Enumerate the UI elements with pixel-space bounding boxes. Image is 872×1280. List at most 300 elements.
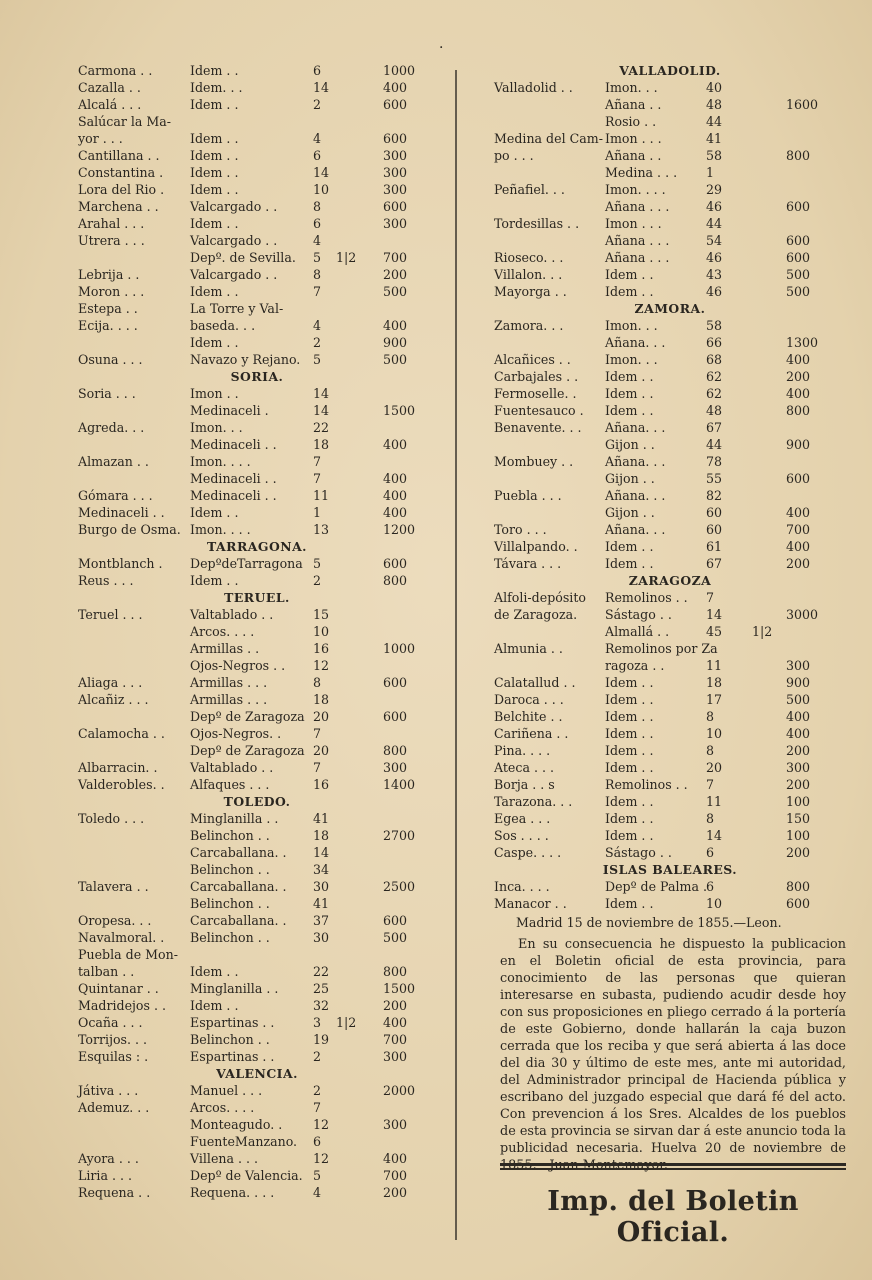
- leagues: 7: [313, 1100, 322, 1115]
- leagues: 1: [313, 505, 322, 520]
- section-heading-text: ISLAS BALEARES.: [602, 862, 738, 877]
- town-name: Osuna . . .: [78, 352, 143, 367]
- fraction: 1|2: [752, 624, 773, 639]
- table-row: [78, 300, 436, 317]
- leagues: 41: [313, 811, 330, 826]
- leagues: 7: [706, 777, 715, 792]
- quantity: 600: [786, 250, 811, 265]
- table-row: [78, 385, 436, 402]
- quantity: 900: [383, 335, 408, 350]
- depot-name: Depº de Palma .: [605, 879, 707, 894]
- depot-name: Idem . .: [605, 811, 654, 826]
- town-name: Marchena . .: [78, 199, 159, 214]
- town-name: Agreda. . .: [78, 420, 145, 435]
- leagues: 8: [313, 199, 322, 214]
- right-column: [494, 62, 846, 931]
- table-row: [494, 266, 846, 283]
- leagues: 2: [313, 1049, 322, 1064]
- town-name: Cantillana . .: [78, 148, 160, 163]
- quantity: 500: [383, 284, 408, 299]
- leagues: 8: [706, 811, 715, 826]
- table-row: [494, 334, 846, 351]
- depot-name: Depº de Zaragoza: [190, 709, 305, 724]
- town-name: Cazalla . .: [78, 80, 141, 95]
- depot-name: Valtablado . .: [190, 607, 274, 622]
- leagues: 10: [706, 726, 723, 741]
- leagues: 6: [313, 148, 322, 163]
- leagues: 4: [313, 1185, 322, 1200]
- table-row: [78, 130, 436, 147]
- table-row: [494, 181, 846, 198]
- depot-name: Belinchon . .: [190, 828, 270, 843]
- fraction: 1|2: [336, 1015, 357, 1030]
- quantity: 700: [383, 1032, 408, 1047]
- depot-name: Minglanilla . .: [190, 981, 279, 996]
- depot-name: Ojos-Negros. .: [190, 726, 282, 741]
- table-row: [78, 436, 436, 453]
- table-row: [494, 606, 846, 623]
- depot-name: Depº de Zaragoza: [190, 743, 305, 758]
- depot-name: Idem . .: [605, 743, 654, 758]
- table-row: [494, 113, 846, 130]
- leagues: 43: [706, 267, 723, 282]
- leagues: 2: [313, 1083, 322, 1098]
- depot-name: Requena. . . .: [190, 1185, 275, 1200]
- depot-name: Navazo y Rejano.: [190, 352, 301, 367]
- town-name: Belchite . .: [494, 709, 563, 724]
- depot-name: Idem . .: [605, 556, 654, 571]
- leagues: 2: [313, 97, 322, 112]
- depot-name: Idem . .: [605, 828, 654, 843]
- depot-name: Idem . .: [190, 998, 239, 1013]
- table-row: [78, 691, 436, 708]
- table-row: [78, 623, 436, 640]
- town-name: Arahal . . .: [78, 216, 145, 231]
- table-row: [78, 164, 436, 181]
- section-heading: [494, 572, 846, 589]
- town-name: Játiva . . .: [78, 1083, 139, 1098]
- table-row: [78, 810, 436, 827]
- depot-name: Espartinas . .: [190, 1015, 275, 1030]
- town-name: Moron . . .: [78, 284, 145, 299]
- depot-name: Belinchon . .: [190, 1032, 270, 1047]
- depot-name: Idem . .: [190, 216, 239, 231]
- town-name: Zamora. . .: [494, 318, 564, 333]
- leagues: 15: [313, 607, 330, 622]
- town-name: Ocaña . . .: [78, 1015, 143, 1030]
- town-name: Pina. . . .: [494, 743, 551, 758]
- quantity: 300: [786, 760, 811, 775]
- leagues: 44: [706, 216, 723, 231]
- quantity: 300: [786, 658, 811, 673]
- leagues: 22: [313, 964, 330, 979]
- quantity: 600: [383, 709, 408, 724]
- depot-name: Idem . .: [605, 403, 654, 418]
- town-name: Alcalá . . .: [78, 97, 142, 112]
- leagues: 18: [313, 692, 330, 707]
- quantity: 200: [786, 369, 811, 384]
- table-row: [494, 130, 846, 147]
- quantity: 400: [383, 1015, 408, 1030]
- leagues: 48: [706, 403, 723, 418]
- leagues: 4: [313, 233, 322, 248]
- town-name: Mombuey . .: [494, 454, 574, 469]
- quantity: 1300: [786, 335, 819, 350]
- depot-name: Idem . .: [605, 709, 654, 724]
- depot-name: Idem . .: [190, 505, 239, 520]
- quantity: 200: [383, 998, 408, 1013]
- depot-name: Carcaballana. .: [190, 879, 287, 894]
- town-name: Torrijos. . .: [78, 1032, 148, 1047]
- table-row: [494, 385, 846, 402]
- town-name: Ateca . . .: [494, 760, 554, 775]
- announcement-block: [500, 936, 846, 1174]
- depot-name: Valcargado . .: [190, 199, 278, 214]
- quantity: 2500: [383, 879, 416, 894]
- table-row: [78, 470, 436, 487]
- leagues: 78: [706, 454, 723, 469]
- depot-name: Armillas . . .: [190, 692, 268, 707]
- town-name: Calamocha . .: [78, 726, 165, 741]
- leagues: 54: [706, 233, 723, 248]
- depot-name: Gijon . .: [605, 437, 655, 452]
- leagues: 13: [313, 522, 330, 537]
- section-heading: [78, 589, 436, 606]
- table-row: [78, 1014, 436, 1031]
- section-heading: [78, 793, 436, 810]
- depot-name: Añana . . .: [605, 250, 670, 265]
- quantity: 200: [383, 267, 408, 282]
- leagues: 66: [706, 335, 723, 350]
- depot-name: Añana. . .: [605, 335, 666, 350]
- table-row: [78, 198, 436, 215]
- town-name: Villalpando. .: [494, 539, 578, 554]
- quantity: 900: [786, 675, 811, 690]
- table-row: [78, 963, 436, 980]
- leagues: 40: [706, 80, 723, 95]
- town-name: Oropesa. . .: [78, 913, 152, 928]
- quantity: 300: [383, 165, 408, 180]
- table-row: [494, 810, 846, 827]
- table-row: [78, 521, 436, 538]
- quantity: 800: [383, 743, 408, 758]
- signature-text: Madrid 15 de noviembre de 1855.—Leon.: [516, 915, 782, 930]
- table-row: [78, 572, 436, 589]
- section-heading-text: TERUEL.: [224, 590, 290, 605]
- depot-name: Imon . .: [190, 386, 239, 401]
- section-heading-text: TARRAGONA.: [207, 539, 307, 554]
- leagues: 10: [313, 182, 330, 197]
- depot-name: Imon. . .: [190, 420, 243, 435]
- depot-name: Idem . .: [605, 760, 654, 775]
- quantity: 400: [383, 318, 408, 333]
- table-row: [78, 1082, 436, 1099]
- quantity: 2700: [383, 828, 416, 843]
- town-name: Carbajales . .: [494, 369, 579, 384]
- table-row: [78, 742, 436, 759]
- depot-name: Medinaceli .: [190, 403, 269, 418]
- table-row: [494, 674, 846, 691]
- depot-name: Belinchon . .: [190, 930, 270, 945]
- leagues: 55: [706, 471, 723, 486]
- table-row: [494, 708, 846, 725]
- town-name: Utrera . . .: [78, 233, 145, 248]
- quantity: 800: [383, 964, 408, 979]
- leagues: 8: [706, 743, 715, 758]
- depot-name: Añana. . .: [605, 420, 666, 435]
- leagues: 8: [313, 267, 322, 282]
- table-row: [78, 708, 436, 725]
- depot-name: Idem . .: [605, 896, 654, 911]
- leagues: 58: [706, 148, 723, 163]
- town-name: Benavente. . .: [494, 420, 582, 435]
- leagues: 41: [313, 896, 330, 911]
- depot-name: Idem . .: [190, 63, 239, 78]
- depot-name: Imon. . . .: [190, 454, 251, 469]
- table-row: [494, 402, 846, 419]
- town-name: Salúcar la Ma-: [78, 114, 172, 129]
- table-row: [78, 912, 436, 929]
- leagues: 30: [313, 930, 330, 945]
- depot-name: Belinchon . .: [190, 862, 270, 877]
- quantity: 600: [786, 896, 811, 911]
- depot-name: Idem . .: [605, 794, 654, 809]
- quantity: 300: [383, 148, 408, 163]
- town-name: Valderobles. .: [78, 777, 165, 792]
- quantity: 1600: [786, 97, 819, 112]
- town-name: Egea . . .: [494, 811, 551, 826]
- depot-name: baseda. . .: [190, 318, 256, 333]
- table-row: [78, 147, 436, 164]
- table-row: [494, 504, 846, 521]
- table-row: [78, 895, 436, 912]
- depot-name: ragoza . .: [605, 658, 665, 673]
- section-heading: [494, 300, 846, 317]
- table-row: [78, 844, 436, 861]
- town-name: Navalmoral. .: [78, 930, 165, 945]
- leagues: 19: [313, 1032, 330, 1047]
- depot-name: Medinaceli . .: [190, 471, 277, 486]
- depot-name: Idem . .: [190, 148, 239, 163]
- table-row: [494, 623, 846, 640]
- depot-name: Idem . .: [605, 539, 654, 554]
- quantity: 500: [786, 267, 811, 282]
- town-name: Borja . . s: [494, 777, 555, 792]
- quantity: 400: [383, 1151, 408, 1166]
- depot-name: Idem . .: [190, 97, 239, 112]
- leagues: 46: [706, 284, 723, 299]
- leagues: 20: [313, 709, 330, 724]
- leagues: 30: [313, 879, 330, 894]
- depot-name: Belinchon . .: [190, 896, 270, 911]
- table-row: [78, 96, 436, 113]
- quantity: 500: [383, 352, 408, 367]
- town-name: Toledo . . .: [78, 811, 145, 826]
- leagues: 68: [706, 352, 723, 367]
- town-name: Távara . . .: [494, 556, 562, 571]
- town-name: Madridejos . .: [78, 998, 166, 1013]
- leagues: 61: [706, 539, 723, 554]
- leagues: 67: [706, 420, 723, 435]
- table-row: [78, 776, 436, 793]
- table-row: [78, 453, 436, 470]
- table-row: [494, 79, 846, 96]
- section-heading-text: ZAMORA.: [634, 301, 706, 316]
- section-heading-text: VALLADOLID.: [619, 63, 721, 78]
- quantity: 1500: [383, 403, 416, 418]
- town-name: Requena . .: [78, 1185, 151, 1200]
- depot-name: Villena . . .: [190, 1151, 259, 1166]
- leagues: 34: [313, 862, 330, 877]
- double-rule: [500, 1163, 846, 1172]
- leagues: 2: [313, 335, 322, 350]
- town-name: Reus . . .: [78, 573, 134, 588]
- depot-name: Carcaballana. .: [190, 913, 287, 928]
- table-row: [494, 776, 846, 793]
- town-name: Villalon. . .: [494, 267, 563, 282]
- leagues: 46: [706, 250, 723, 265]
- town-name: Valladolid . .: [494, 80, 573, 95]
- leagues: 14: [313, 845, 330, 860]
- section-heading-text: VALENCIA.: [216, 1066, 298, 1081]
- depot-name: Gijon . .: [605, 505, 655, 520]
- table-row: [78, 1133, 436, 1150]
- leagues: 14: [313, 403, 330, 418]
- section-heading: [78, 368, 436, 385]
- section-heading-text: TOLEDO.: [223, 794, 291, 809]
- quantity: 600: [383, 556, 408, 571]
- quantity: 800: [786, 879, 811, 894]
- table-row: [78, 402, 436, 419]
- town-name: Almazan . .: [78, 454, 149, 469]
- quantity: 200: [786, 743, 811, 758]
- table-row: [78, 606, 436, 623]
- leagues: 46: [706, 199, 723, 214]
- quantity: 500: [786, 284, 811, 299]
- town-name: Gómara . . .: [78, 488, 153, 503]
- leagues: 20: [706, 760, 723, 775]
- table-row: [494, 232, 846, 249]
- depot-name: Remolinos . .: [605, 777, 688, 792]
- quantity: 400: [786, 539, 811, 554]
- quantity: 800: [786, 403, 811, 418]
- town-name: Daroca . . .: [494, 692, 564, 707]
- table-row: [78, 1116, 436, 1133]
- depot-name: DepºdeTarragona: [190, 556, 303, 571]
- depot-name: Imon . . .: [605, 216, 662, 231]
- table-row: [494, 640, 846, 657]
- table-row: [494, 436, 846, 453]
- table-row: [494, 368, 846, 385]
- imprint-footer: Imp. del Boletin Oficial.: [547, 1186, 799, 1248]
- quantity: 400: [383, 505, 408, 520]
- quantity: 600: [786, 233, 811, 248]
- town-name: Medina del Cam-: [494, 131, 603, 146]
- table-row: [78, 113, 436, 130]
- town-name: Cariñena . .: [494, 726, 569, 741]
- town-name: Alfoli-depósito: [494, 590, 586, 605]
- depot-name: Idem . .: [190, 335, 239, 350]
- leagues: 62: [706, 386, 723, 401]
- table-row: [494, 487, 846, 504]
- section-heading-text: SORIA.: [230, 369, 284, 384]
- quantity: 600: [383, 199, 408, 214]
- town-name: Soria . . .: [78, 386, 136, 401]
- town-name: po . . .: [494, 148, 534, 163]
- quantity: 600: [383, 913, 408, 928]
- town-name: Almunia . .: [494, 641, 563, 656]
- depot-name: Idem. . .: [190, 80, 243, 95]
- leagues: 67: [706, 556, 723, 571]
- leagues: 60: [706, 522, 723, 537]
- depot-name: Monteagudo. .: [190, 1117, 283, 1132]
- town-name: Ecija. . . .: [78, 318, 138, 333]
- depot-name: Remolinos por Za: [605, 641, 718, 656]
- table-row: [78, 878, 436, 895]
- leagues: 12: [313, 658, 330, 673]
- town-name: Ademuz. . .: [78, 1100, 150, 1115]
- table-row: [494, 521, 846, 538]
- leagues: 44: [706, 114, 723, 129]
- town-name: Talavera . .: [78, 879, 149, 894]
- town-name: Alcañiz . . .: [78, 692, 149, 707]
- quantity: 300: [383, 760, 408, 775]
- table-row: [494, 742, 846, 759]
- town-name: Puebla de Mon-: [78, 947, 178, 962]
- leagues: 14: [706, 607, 723, 622]
- table-row: [494, 827, 846, 844]
- depot-name: Idem . .: [190, 182, 239, 197]
- table-row: [78, 1184, 436, 1201]
- signature-line: [494, 914, 846, 931]
- leagues: 16: [313, 777, 330, 792]
- table-row: [78, 419, 436, 436]
- depot-name: Valcargado . .: [190, 233, 278, 248]
- table-row: [494, 725, 846, 742]
- section-heading: [78, 1065, 436, 1082]
- table-row: [494, 589, 846, 606]
- table-row: [78, 1048, 436, 1065]
- town-name: Constantina .: [78, 165, 164, 180]
- quantity: 200: [786, 845, 811, 860]
- leagues: 41: [706, 131, 723, 146]
- table-row: [494, 198, 846, 215]
- quantity: 2000: [383, 1083, 416, 1098]
- section-heading: [494, 861, 846, 878]
- table-row: [78, 62, 436, 79]
- town-name: Rioseco. . .: [494, 250, 564, 265]
- table-row: [494, 283, 846, 300]
- leagues: 5: [313, 1168, 322, 1183]
- quantity: 600: [786, 199, 811, 214]
- depot-name: Espartinas . .: [190, 1049, 275, 1064]
- depot-name: Idem . .: [190, 964, 239, 979]
- leagues: 32: [313, 998, 330, 1013]
- fraction: 1|2: [336, 250, 357, 265]
- depot-name: Imon. . .: [605, 318, 658, 333]
- depot-name: Añana . .: [605, 148, 662, 163]
- quantity: 400: [786, 352, 811, 367]
- leagues: 11: [706, 794, 723, 809]
- table-row: [78, 827, 436, 844]
- depot-name: Imon. . .: [605, 352, 658, 367]
- town-name: Esquilas : .: [78, 1049, 149, 1064]
- depot-name: Añana. . .: [605, 522, 666, 537]
- leagues: 3: [313, 1015, 322, 1030]
- table-row: [494, 691, 846, 708]
- leagues: 7: [313, 454, 322, 469]
- town-name: yor . . .: [78, 131, 123, 146]
